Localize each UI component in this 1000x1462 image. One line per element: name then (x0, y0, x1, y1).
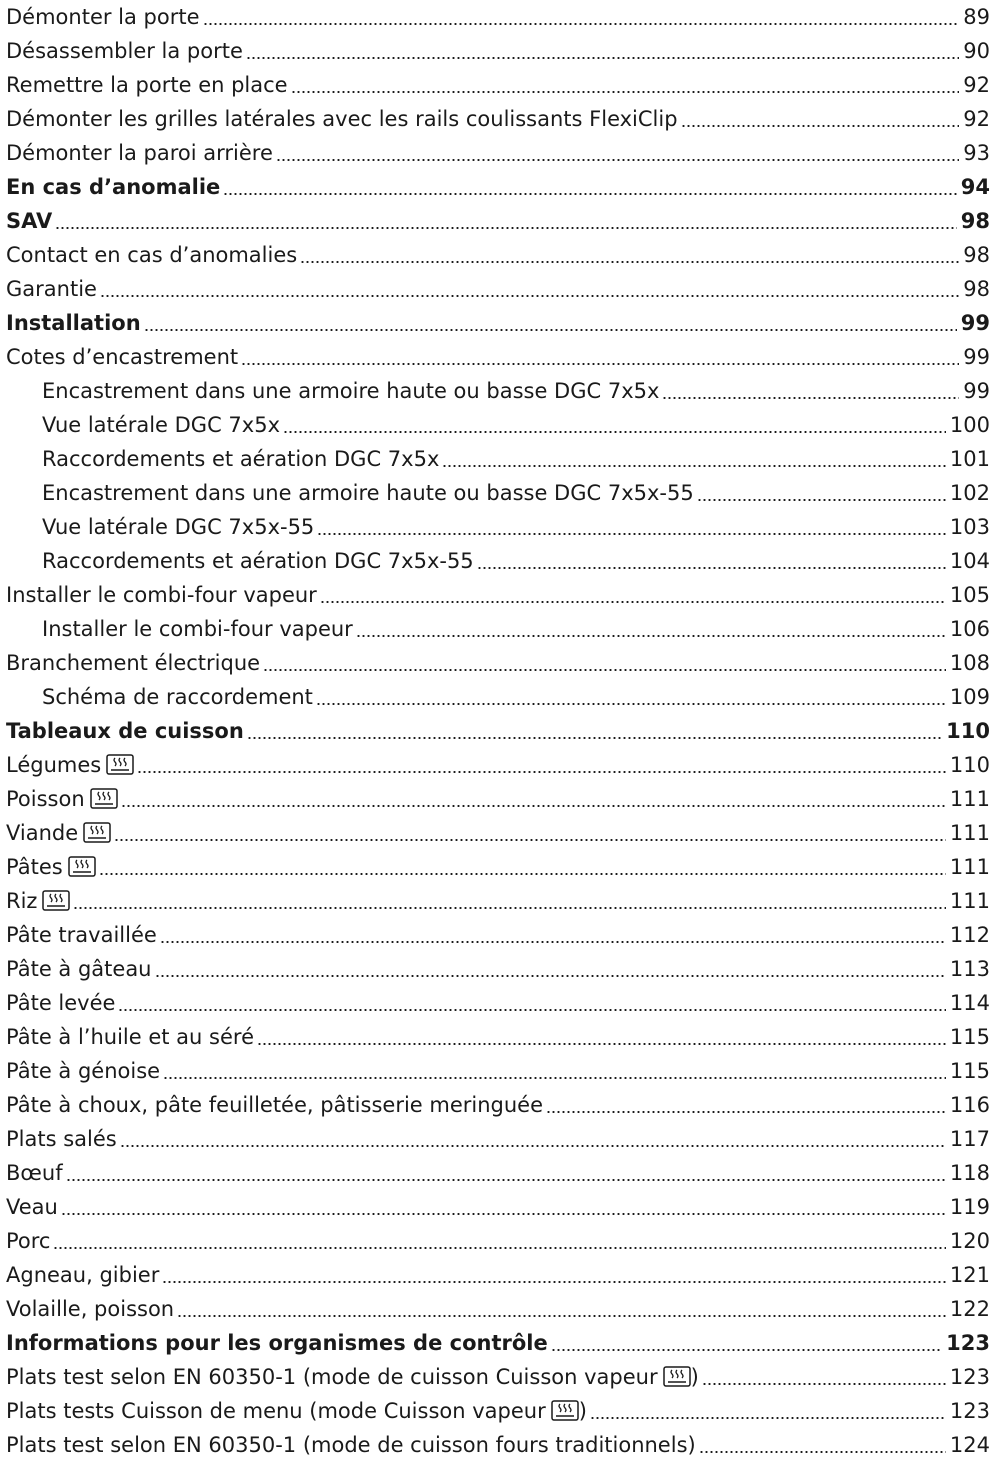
dot-leader (99, 872, 946, 876)
toc-entry-title (6, 1088, 543, 1122)
toc-entry-title (6, 1190, 58, 1224)
toc-entry[interactable] (6, 102, 990, 136)
toc-entry-title-text: Plats tests Cuisson de menu (mode Cuisson vapeur (6, 1399, 546, 1423)
toc-entry-title-text: Pâte à l’huile et au séré (6, 1025, 254, 1049)
toc-entry[interactable] (6, 1156, 990, 1190)
dot-leader (316, 702, 946, 706)
toc-entry[interactable] (6, 1360, 990, 1394)
toc-entry-page-number: 120 (949, 1229, 990, 1253)
toc-entry-title-text: Cotes d’encastrement (6, 345, 239, 369)
dot-leader (291, 90, 960, 94)
toc-entry-title (42, 680, 313, 714)
toc-entry-title (6, 782, 118, 816)
dot-leader (702, 1382, 946, 1386)
toc-entry-title-text: Raccordements et aération DGC 7x5x (42, 447, 440, 471)
toc-entry-title-text: Bœuf (6, 1161, 63, 1185)
toc-entry[interactable] (6, 952, 990, 986)
toc-entry-title (42, 510, 314, 544)
toc-entry-title (6, 578, 317, 612)
toc-entry[interactable] (6, 442, 990, 476)
steam-cooking-icon (663, 1366, 691, 1387)
toc-entry-page-number: 89 (963, 5, 990, 29)
toc-entry[interactable] (6, 782, 990, 816)
dot-leader (317, 532, 946, 536)
dot-leader (356, 634, 946, 638)
toc-entry-title (6, 1258, 159, 1292)
toc-entry-title-text: Pâte travaillée (6, 923, 157, 947)
toc-entry-title-text: Raccordements et aération DGC 7x5x-55 (42, 549, 474, 573)
toc-entry-page-number: 92 (963, 107, 990, 131)
toc-entry-page-number: 110 (949, 753, 990, 777)
toc-entry-title-text: Schéma de raccordement (42, 685, 313, 709)
toc-entry-page-number: 122 (949, 1297, 990, 1321)
toc-entry-title (6, 1156, 63, 1190)
dot-leader (73, 906, 945, 910)
toc-entry-page-number: 117 (949, 1127, 990, 1151)
toc-entry-page-number: 110 (946, 719, 990, 743)
dot-leader (163, 1076, 946, 1080)
steam-cooking-icon (551, 1400, 579, 1421)
toc-entry-title (6, 238, 297, 272)
toc-entry-page-number: 123 (946, 1331, 990, 1355)
toc-entry[interactable] (6, 1224, 990, 1258)
dot-leader (477, 566, 946, 570)
toc-entry-title-text: Plats salés (6, 1127, 117, 1151)
toc-entry-title (42, 408, 280, 442)
toc-entry-page-number: 90 (963, 39, 990, 63)
toc-entry-title-text: Volaille, poisson (6, 1297, 175, 1321)
toc-entry-page-number: 108 (949, 651, 990, 675)
toc-entry[interactable] (6, 986, 990, 1020)
toc-entry-title (42, 374, 659, 408)
toc-entry[interactable] (6, 544, 990, 578)
toc-entry-title (6, 170, 220, 204)
dot-leader (114, 838, 946, 842)
dot-leader (246, 56, 959, 60)
dot-leader (320, 600, 946, 604)
toc-entry-page-number: 111 (949, 821, 990, 845)
toc-entry-title-text: Installation (6, 311, 141, 335)
toc-entry-title-text: Pâte levée (6, 991, 116, 1015)
toc-entry[interactable] (6, 612, 990, 646)
toc-entry-title (42, 476, 694, 510)
toc-entry-page-number: 99 (963, 379, 990, 403)
toc-entry-title (6, 816, 111, 850)
dot-leader (257, 1042, 946, 1046)
toc-entry-title-text: Agneau, gibier (6, 1263, 160, 1287)
toc-entry-title-suffix: ) (578, 1399, 587, 1423)
toc-entry-title-text: Encastrement dans une armoire haute ou basse DGC 7x5x (42, 379, 660, 403)
toc-entry-title-text: Branchement électrique (6, 651, 261, 675)
toc-entry[interactable] (6, 272, 990, 306)
toc-entry[interactable] (6, 136, 990, 170)
toc-entry-page-number: 101 (949, 447, 990, 471)
toc-entry-page-number: 118 (949, 1161, 990, 1185)
toc-entry-page-number: 109 (949, 685, 990, 709)
dot-leader (662, 396, 959, 400)
toc-entry-title (6, 1394, 587, 1428)
toc-entry-title (6, 1224, 50, 1258)
dot-leader (66, 1178, 946, 1182)
toc-entry[interactable] (6, 374, 990, 408)
dot-leader (121, 804, 946, 808)
toc-entry-page-number: 111 (949, 787, 990, 811)
dot-leader (144, 328, 957, 332)
steam-cooking-icon (83, 822, 111, 843)
dot-leader (53, 1246, 945, 1250)
toc-entry-page-number: 116 (949, 1093, 990, 1117)
toc-entry[interactable] (6, 578, 990, 612)
toc-entry-page-number: 114 (949, 991, 990, 1015)
toc-entry[interactable] (6, 68, 990, 102)
toc-entry-title (42, 544, 474, 578)
dot-leader (590, 1416, 946, 1420)
dot-leader (137, 770, 946, 774)
dot-leader (55, 226, 957, 230)
dot-leader (118, 1008, 945, 1012)
toc-entry-title (6, 1326, 548, 1360)
toc-entry-page-number: 100 (949, 413, 990, 437)
toc-entry-page-number: 119 (949, 1195, 990, 1219)
toc-entry-page-number: 111 (949, 855, 990, 879)
toc-entry-title-text: Viande (6, 821, 79, 845)
toc-entry-title (6, 136, 273, 170)
toc-entry-page-number: 98 (963, 243, 990, 267)
toc-entry-page-number: 115 (949, 1025, 990, 1049)
toc-entry[interactable] (6, 1122, 990, 1156)
toc-entry[interactable] (6, 1020, 990, 1054)
dot-leader (442, 464, 946, 468)
toc-entry[interactable] (6, 1394, 990, 1428)
dot-leader (551, 1348, 942, 1352)
dot-leader (100, 294, 959, 298)
toc-entry-title (6, 102, 678, 136)
toc-entry-title-text: En cas d’anomalie (6, 175, 221, 199)
dot-leader (155, 974, 946, 978)
toc-entry-title-text: Pâte à génoise (6, 1059, 161, 1083)
toc-entry-title (6, 850, 96, 884)
toc-entry-title (42, 612, 353, 646)
toc-entry-title (6, 1292, 174, 1326)
steam-cooking-icon (42, 890, 70, 911)
dot-leader (546, 1110, 946, 1114)
toc-entry-title-text: SAV (6, 209, 53, 233)
toc-entry-title-text: Veau (6, 1195, 58, 1219)
toc-entry-title (6, 952, 152, 986)
toc-entry-title (6, 1122, 117, 1156)
toc-entry-page-number: 93 (963, 141, 990, 165)
toc-entry-title-text: Riz (6, 889, 38, 913)
toc-entry-title-text: Démonter les grilles latérales avec les rails coulissants FlexiClip (6, 107, 678, 131)
toc-entry-title-text: Poisson (6, 787, 85, 811)
toc-entry[interactable] (6, 306, 990, 340)
toc-entry-title (6, 340, 238, 374)
toc-entry-title-text: Tableaux de cuisson (6, 719, 244, 743)
toc-entry[interactable] (6, 714, 990, 748)
toc-entry-title (42, 442, 439, 476)
toc-entry-title-text: Plats test selon EN 60350-1 (mode de cuisson fours traditionnels) (6, 1433, 696, 1457)
toc-entry-title (6, 646, 260, 680)
toc-entry-title (6, 0, 200, 34)
dot-leader (223, 192, 956, 196)
dot-leader (697, 498, 946, 502)
table-of-contents (6, 0, 990, 1462)
toc-entry-page-number: 106 (949, 617, 990, 641)
toc-entry-title-text: Garantie (6, 277, 97, 301)
dot-leader (177, 1314, 946, 1318)
toc-entry-title (6, 1054, 160, 1088)
toc-entry[interactable] (6, 884, 990, 918)
toc-entry-title (6, 1020, 254, 1054)
toc-entry-title (6, 34, 243, 68)
dot-leader (276, 158, 959, 162)
toc-entry-page-number: 92 (963, 73, 990, 97)
toc-entry-page-number: 123 (949, 1399, 990, 1423)
toc-entry[interactable] (6, 918, 990, 952)
toc-entry-title (6, 306, 141, 340)
toc-entry-page-number: 99 (960, 311, 990, 335)
toc-entry-title (6, 68, 288, 102)
toc-entry[interactable] (6, 1088, 990, 1122)
toc-entry-page-number: 123 (949, 1365, 990, 1389)
toc-entry-title (6, 714, 244, 748)
toc-entry-title (6, 748, 134, 782)
toc-entry[interactable] (6, 340, 990, 374)
toc-entry-title (6, 1428, 696, 1462)
dot-leader (241, 362, 959, 366)
steam-cooking-icon (68, 856, 96, 877)
dot-leader (263, 668, 946, 672)
toc-entry-page-number: 121 (949, 1263, 990, 1287)
toc-entry-page-number: 102 (949, 481, 990, 505)
dot-leader (162, 1280, 946, 1284)
toc-entry-title-suffix: ) (690, 1365, 699, 1389)
toc-entry[interactable] (6, 34, 990, 68)
toc-entry-title (6, 986, 115, 1020)
toc-entry[interactable] (6, 748, 990, 782)
steam-cooking-icon (106, 754, 134, 775)
toc-entry[interactable] (6, 850, 990, 884)
toc-entry-title-text: Désassembler la porte (6, 39, 243, 63)
toc-entry[interactable] (6, 0, 990, 34)
toc-entry[interactable] (6, 510, 990, 544)
toc-entry-page-number: 104 (949, 549, 990, 573)
toc-entry-title-text: Pâtes (6, 855, 63, 879)
toc-entry[interactable] (6, 170, 990, 204)
toc-entry-page-number: 98 (960, 209, 990, 233)
toc-entry-title-text: Plats test selon EN 60350-1 (mode de cuisson Cuisson vapeur (6, 1365, 658, 1389)
dot-leader (61, 1212, 946, 1216)
dot-leader (699, 1450, 946, 1454)
toc-entry[interactable] (6, 1292, 990, 1326)
toc-entry-title-text: Légumes (6, 753, 102, 777)
toc-entry-page-number: 112 (949, 923, 990, 947)
toc-entry-title-text: Installer le combi-four vapeur (6, 583, 317, 607)
toc-entry-title (6, 918, 157, 952)
steam-cooking-icon (90, 788, 118, 809)
toc-entry-page-number: 98 (963, 277, 990, 301)
toc-entry-title-text: Démonter la porte (6, 5, 200, 29)
toc-entry-title-text: Pâte à choux, pâte feuilletée, pâtisserie meringuée (6, 1093, 544, 1117)
toc-entry-title-text: Pâte à gâteau (6, 957, 152, 981)
toc-entry-title-text: Vue latérale DGC 7x5x (42, 413, 280, 437)
toc-entry[interactable] (6, 680, 990, 714)
toc-entry[interactable] (6, 1258, 990, 1292)
toc-entry-title-text: Encastrement dans une armoire haute ou basse DGC 7x5x-55 (42, 481, 694, 505)
toc-entry-page-number: 103 (949, 515, 990, 539)
dot-leader (247, 736, 942, 740)
toc-entry-title (6, 272, 97, 306)
toc-entry-title-text: Contact en cas d’anomalies (6, 243, 298, 267)
toc-entry[interactable] (6, 476, 990, 510)
dot-leader (120, 1144, 946, 1148)
toc-entry-page-number: 99 (963, 345, 990, 369)
dot-leader (160, 940, 946, 944)
toc-entry-title-text: Vue latérale DGC 7x5x-55 (42, 515, 315, 539)
dot-leader (300, 260, 959, 264)
toc-entry[interactable] (6, 1054, 990, 1088)
toc-entry[interactable] (6, 816, 990, 850)
toc-entry-title-text: Installer le combi-four vapeur (42, 617, 353, 641)
toc-entry-title-text: Remettre la porte en place (6, 73, 288, 97)
dot-leader (283, 430, 946, 434)
toc-entry-title (6, 884, 70, 918)
dot-leader (681, 124, 960, 128)
toc-entry-title (6, 204, 52, 238)
toc-entry-title (6, 1360, 699, 1394)
toc-entry-page-number: 105 (949, 583, 990, 607)
toc-entry[interactable] (6, 646, 990, 680)
toc-entry-page-number: 115 (949, 1059, 990, 1083)
toc-entry-title-text: Informations pour les organismes de contrôle (6, 1331, 548, 1355)
toc-entry-page-number: 113 (949, 957, 990, 981)
toc-entry-title-text: Démonter la paroi arrière (6, 141, 273, 165)
toc-entry[interactable] (6, 1190, 990, 1224)
dot-leader (203, 22, 960, 26)
toc-entry[interactable] (6, 1326, 990, 1360)
toc-entry[interactable] (6, 1428, 990, 1462)
toc-entry-page-number: 111 (949, 889, 990, 913)
toc-entry[interactable] (6, 238, 990, 272)
toc-entry[interactable] (6, 204, 990, 238)
toc-entry-page-number: 94 (960, 175, 990, 199)
toc-entry[interactable] (6, 408, 990, 442)
toc-entry-title-text: Porc (6, 1229, 51, 1253)
toc-entry-page-number: 124 (949, 1433, 990, 1457)
